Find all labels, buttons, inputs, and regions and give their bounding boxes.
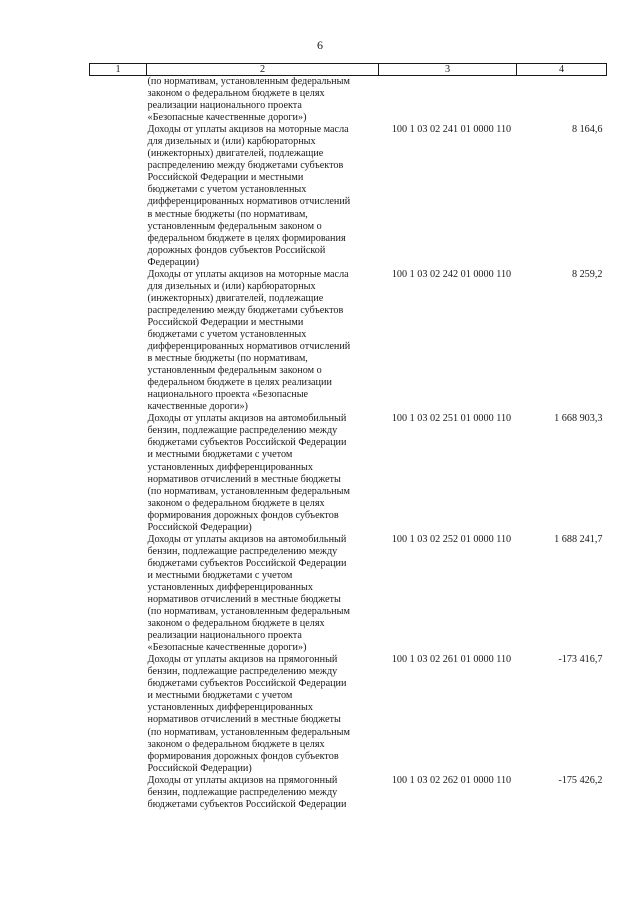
revenue-name: Доходы от уплаты акцизов на автомобильный бензин, подлежащие распределению между бюджетами субъектов Российской Федерации и местными бюджетами с учетом установленных дифференцированных нормативов отчислений в местные бюджеты (по нормативам, установленным федеральным законом о федеральном бюджете в целях реализации национального проекта «Безопасные качественные дороги») xyxy=(147,533,350,654)
table-row-continuation xyxy=(90,76,607,125)
column-header-2: 2 xyxy=(147,64,379,76)
table-row xyxy=(90,269,607,414)
table-row xyxy=(90,124,607,269)
amount: 1 688 241,7 xyxy=(554,533,603,545)
budget-code: 100 1 03 02 251 01 0000 110 xyxy=(391,413,512,425)
table-row xyxy=(90,775,607,811)
table-row xyxy=(90,534,607,654)
column-header-4: 4 xyxy=(517,64,607,76)
revenue-name: Доходы от уплаты акцизов на моторные масла для дизельных и (или) карбюраторных (инжекторных) двигателей, подлежащие распределению между бюджетами субъектов Российской Федерации и местными бюджетами с учетом установленных дифференцированных нормативов отчислений в местные бюджеты (по нормативам, установленным федеральным законом о федеральном бюджете в целях формирования дорожных фондов субъектов Российской Федерации) xyxy=(147,124,351,268)
budget-code: 100 1 03 02 242 01 0000 110 xyxy=(391,268,512,280)
amount: -175 426,2 xyxy=(558,774,603,786)
revenue-name: Доходы от уплаты акцизов на автомобильный бензин, подлежащие распределению между бюджетами субъектов Российской Федерации и местными бюджетами с учетом установленных дифференцированных нормативов отчислений в местные бюджеты (по нормативам, установленным федеральным законом о федеральном бюджете в целях формирования дорожных фондов субъектов Российской Федерации) xyxy=(147,413,350,533)
page-number: 6 xyxy=(317,38,323,52)
revenue-name: Доходы от уплаты акцизов на моторные масла для дизельных и (или) карбюраторных (инжекторных) двигателей, подлежащие распределению между бюджетами субъектов Российской Федерации и местными бюджетами с учетом установленных дифференцированных нормативов отчислений в местные бюджеты (по нормативам, установленным федеральным законом о федеральном бюджете в целях реализации национального проекта «Безопасные качественные дороги») xyxy=(147,268,351,413)
column-header-1: 1 xyxy=(90,64,147,76)
amount: 8 164,6 xyxy=(571,124,603,136)
continuation-text: (по нормативам, установленным федеральным законом о федеральном бюджете в целях реализации национального проекта «Безопасные качественные дороги») xyxy=(147,76,350,124)
revenue-name: Доходы от уплаты акцизов на прямогонный бензин, подлежащие распределению между бюджетами субъектов Российской Федерации xyxy=(147,774,347,810)
budget-code: 100 1 03 02 261 01 0000 110 xyxy=(391,654,512,666)
budget-code: 100 1 03 02 262 01 0000 110 xyxy=(391,774,512,786)
revenue-table xyxy=(89,63,607,811)
budget-code: 100 1 03 02 241 01 0000 110 xyxy=(391,124,512,136)
table-row xyxy=(90,654,607,774)
table-header-row xyxy=(90,64,607,76)
revenue-name: Доходы от уплаты акцизов на прямогонный бензин, подлежащие распределению между бюджетами субъектов Российской Федерации и местными бюджетами с учетом установленных дифференцированных нормативов отчислений в местные бюджеты (по нормативам, установленным федеральным законом о федеральном бюджете в целях формирования дорожных фондов субъектов Российской Федерации) xyxy=(147,654,350,774)
column-header-3: 3 xyxy=(379,64,517,76)
amount: -173 416,7 xyxy=(558,654,603,666)
budget-code: 100 1 03 02 252 01 0000 110 xyxy=(391,533,512,545)
amount: 8 259,2 xyxy=(571,268,603,280)
amount: 1 668 903,3 xyxy=(554,413,603,425)
table-row xyxy=(90,413,607,533)
